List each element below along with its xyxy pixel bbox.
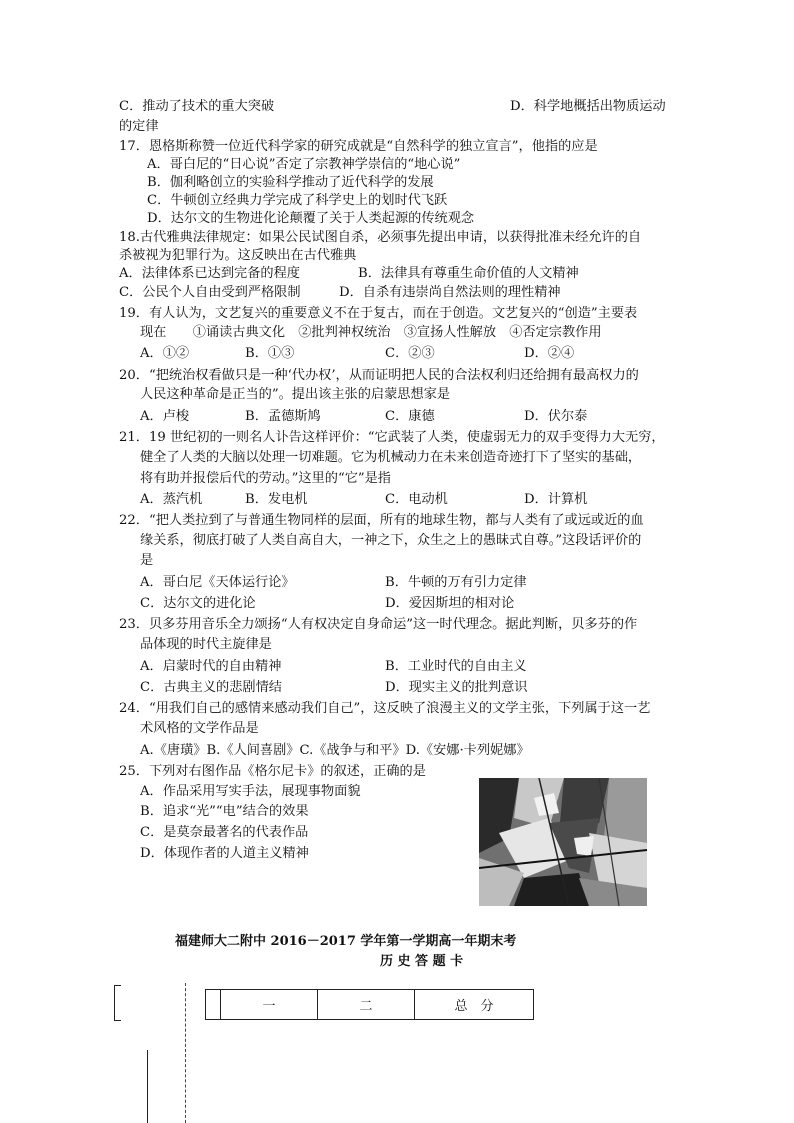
- text-line: D．科学地概括出物质运动: [510, 99, 666, 114]
- text-line: D．体现作者的人道主义精神: [140, 846, 309, 861]
- text-line: C．古典主义的悲剧情结: [140, 680, 282, 695]
- text-line: A.《唐璜》B.《人间喜剧》C.《战争与和平》D.《安娜·卡列妮娜》: [140, 743, 530, 758]
- text-line: C．推动了技术的重大突破: [119, 99, 275, 114]
- text-line: A．哥白尼的“日心说”否定了宗教神学崇信的“地心说”: [147, 157, 461, 172]
- text-line: 现在 ①诵读古典文化 ②批判神权统治 ③宣扬人性解放 ④否定宗教作用: [140, 325, 602, 340]
- score-cell-blank: [206, 990, 221, 1020]
- text-line: C．达尔文的进化论: [140, 596, 256, 611]
- text-line: 健全了人类的大脑以处理一切难题。它为机械动力在未来创造奇迹打下了坚实的基础，: [140, 450, 642, 465]
- guernica-picture: [479, 778, 647, 906]
- text-line: 18.古代雅典法律规定：如果公民试图自杀，必须事先提出申请，以获得批准未经允许的自: [119, 230, 642, 245]
- text-line: A．启蒙时代的自由精神: [140, 659, 282, 674]
- text-line: D．计算机: [524, 492, 588, 507]
- binding-dashed-line: [185, 983, 186, 1123]
- binding-bracket: [114, 985, 121, 1021]
- text-line: 品体现的时代主旋律是: [140, 637, 272, 652]
- text-line: B．发电机: [245, 492, 308, 507]
- text-line: A．①②: [140, 346, 190, 361]
- text-line: B．①③: [245, 346, 295, 361]
- text-line: 17．恩格斯称赞一位近代科学家的研究成就是“自然科学的独立宣言”，他指的应是: [119, 139, 598, 154]
- score-cell-part-one: 一: [221, 990, 318, 1020]
- text-line: B．孟德斯鸠: [245, 409, 321, 424]
- text-line: 25．下列对右图作品《格尔尼卡》的叙述，正确的是: [119, 764, 426, 779]
- score-cell-total: 总 分: [415, 990, 534, 1020]
- text-line: B．追求“光”“电”结合的效果: [140, 804, 309, 819]
- text-line: 将有助并报偿后代的劳动。”这里的“它”是指: [140, 471, 391, 486]
- text-line: D．现实主义的批判意识: [385, 680, 528, 695]
- text-line: A．作品采用写实手法，展现事物面貌: [140, 784, 361, 799]
- text-line: 的定律: [119, 119, 159, 134]
- text-line: C．康德: [385, 409, 435, 424]
- text-line: C．②③: [385, 346, 435, 361]
- text-line: 19．有人认为，文艺复兴的重要意义不在于复古，而在于创造。文艺复兴的“创造”主要表: [119, 306, 638, 321]
- text-line: 20．“把统治权看做只是一种‘代办权’，从而证明把人民的合法权利归还给拥有最高权力的: [119, 368, 639, 383]
- text-line: A．哥白尼《天体运行论》: [140, 575, 295, 590]
- text-line: 缘关系，彻底打破了人类自高自大，一神之下，众生之上的愚昧式自尊。”这段话评价的: [140, 533, 642, 548]
- text-line: C．是莫奈最著名的代表作品: [140, 825, 309, 840]
- text-line: 是: [140, 553, 154, 568]
- text-line: B．伽利略创立的实验科学推动了近代科学的发展: [147, 175, 434, 190]
- text-line: 杀被视为犯罪行为。这反映出在古代雅典: [119, 248, 357, 263]
- text-line: B．工业时代的自由主义: [385, 659, 527, 674]
- guernica-image: [479, 778, 647, 906]
- score-cell-part-two: 二: [318, 990, 415, 1020]
- text-line: C．牛顿创立经典力学完成了科学史上的划时代飞跃: [147, 193, 448, 208]
- binding-line: [147, 1050, 148, 1123]
- text-line: 22．“把人类拉到了与普通生物同样的层面，所有的地球生物，都与人类有了或远或近的血: [119, 513, 644, 528]
- text-line: D．伏尔泰: [524, 409, 588, 424]
- table-row: [206, 990, 534, 1020]
- text-line: 24．“用我们自己的感情来感动我们自己”，这反映了浪漫主义的文学主张，下列属于这一艺: [119, 701, 651, 716]
- text-line: A．蒸汽机: [140, 492, 203, 507]
- score-table: [205, 989, 534, 1020]
- text-line: A．卢梭: [140, 409, 190, 424]
- text-line: A．法律体系已达到完备的程度: [119, 266, 300, 281]
- text-line: C．电动机: [385, 492, 448, 507]
- text-line: D．达尔文的生物进化论颠覆了关于人类起源的传统观念: [147, 211, 475, 226]
- text-line: D．爱因斯坦的相对论: [385, 596, 515, 611]
- text-line: D．自杀有违崇尚自然法则的理性精神: [339, 285, 561, 300]
- text-line: C．公民个人自由受到严格限制: [119, 285, 301, 300]
- text-line: 21．19 世纪初的一则名人讣告这样评价：“它武装了人类，使虚弱无力的双手变得力大无穷，: [119, 430, 665, 445]
- answer-card-title: 历 史 答 题 卡: [380, 954, 464, 969]
- text-line: D．②④: [524, 346, 575, 361]
- text-line: B．牛顿的万有引力定律: [385, 575, 527, 590]
- text-line: 术风格的文学作品是: [140, 721, 259, 736]
- exam-title: 福建师大二附中 2016－2017 学年第一学期高一年期末考: [175, 934, 517, 949]
- text-line: B．法律具有尊重生命价值的人文精神: [358, 266, 579, 281]
- text-line: 23．贝多芬用音乐全力颂扬“人有权决定自身命运”这一时代理念。据此判断，贝多芬的作: [119, 617, 638, 632]
- text-line: 人民这种革命是正当的”。提出该主张的启蒙思想家是: [140, 387, 451, 402]
